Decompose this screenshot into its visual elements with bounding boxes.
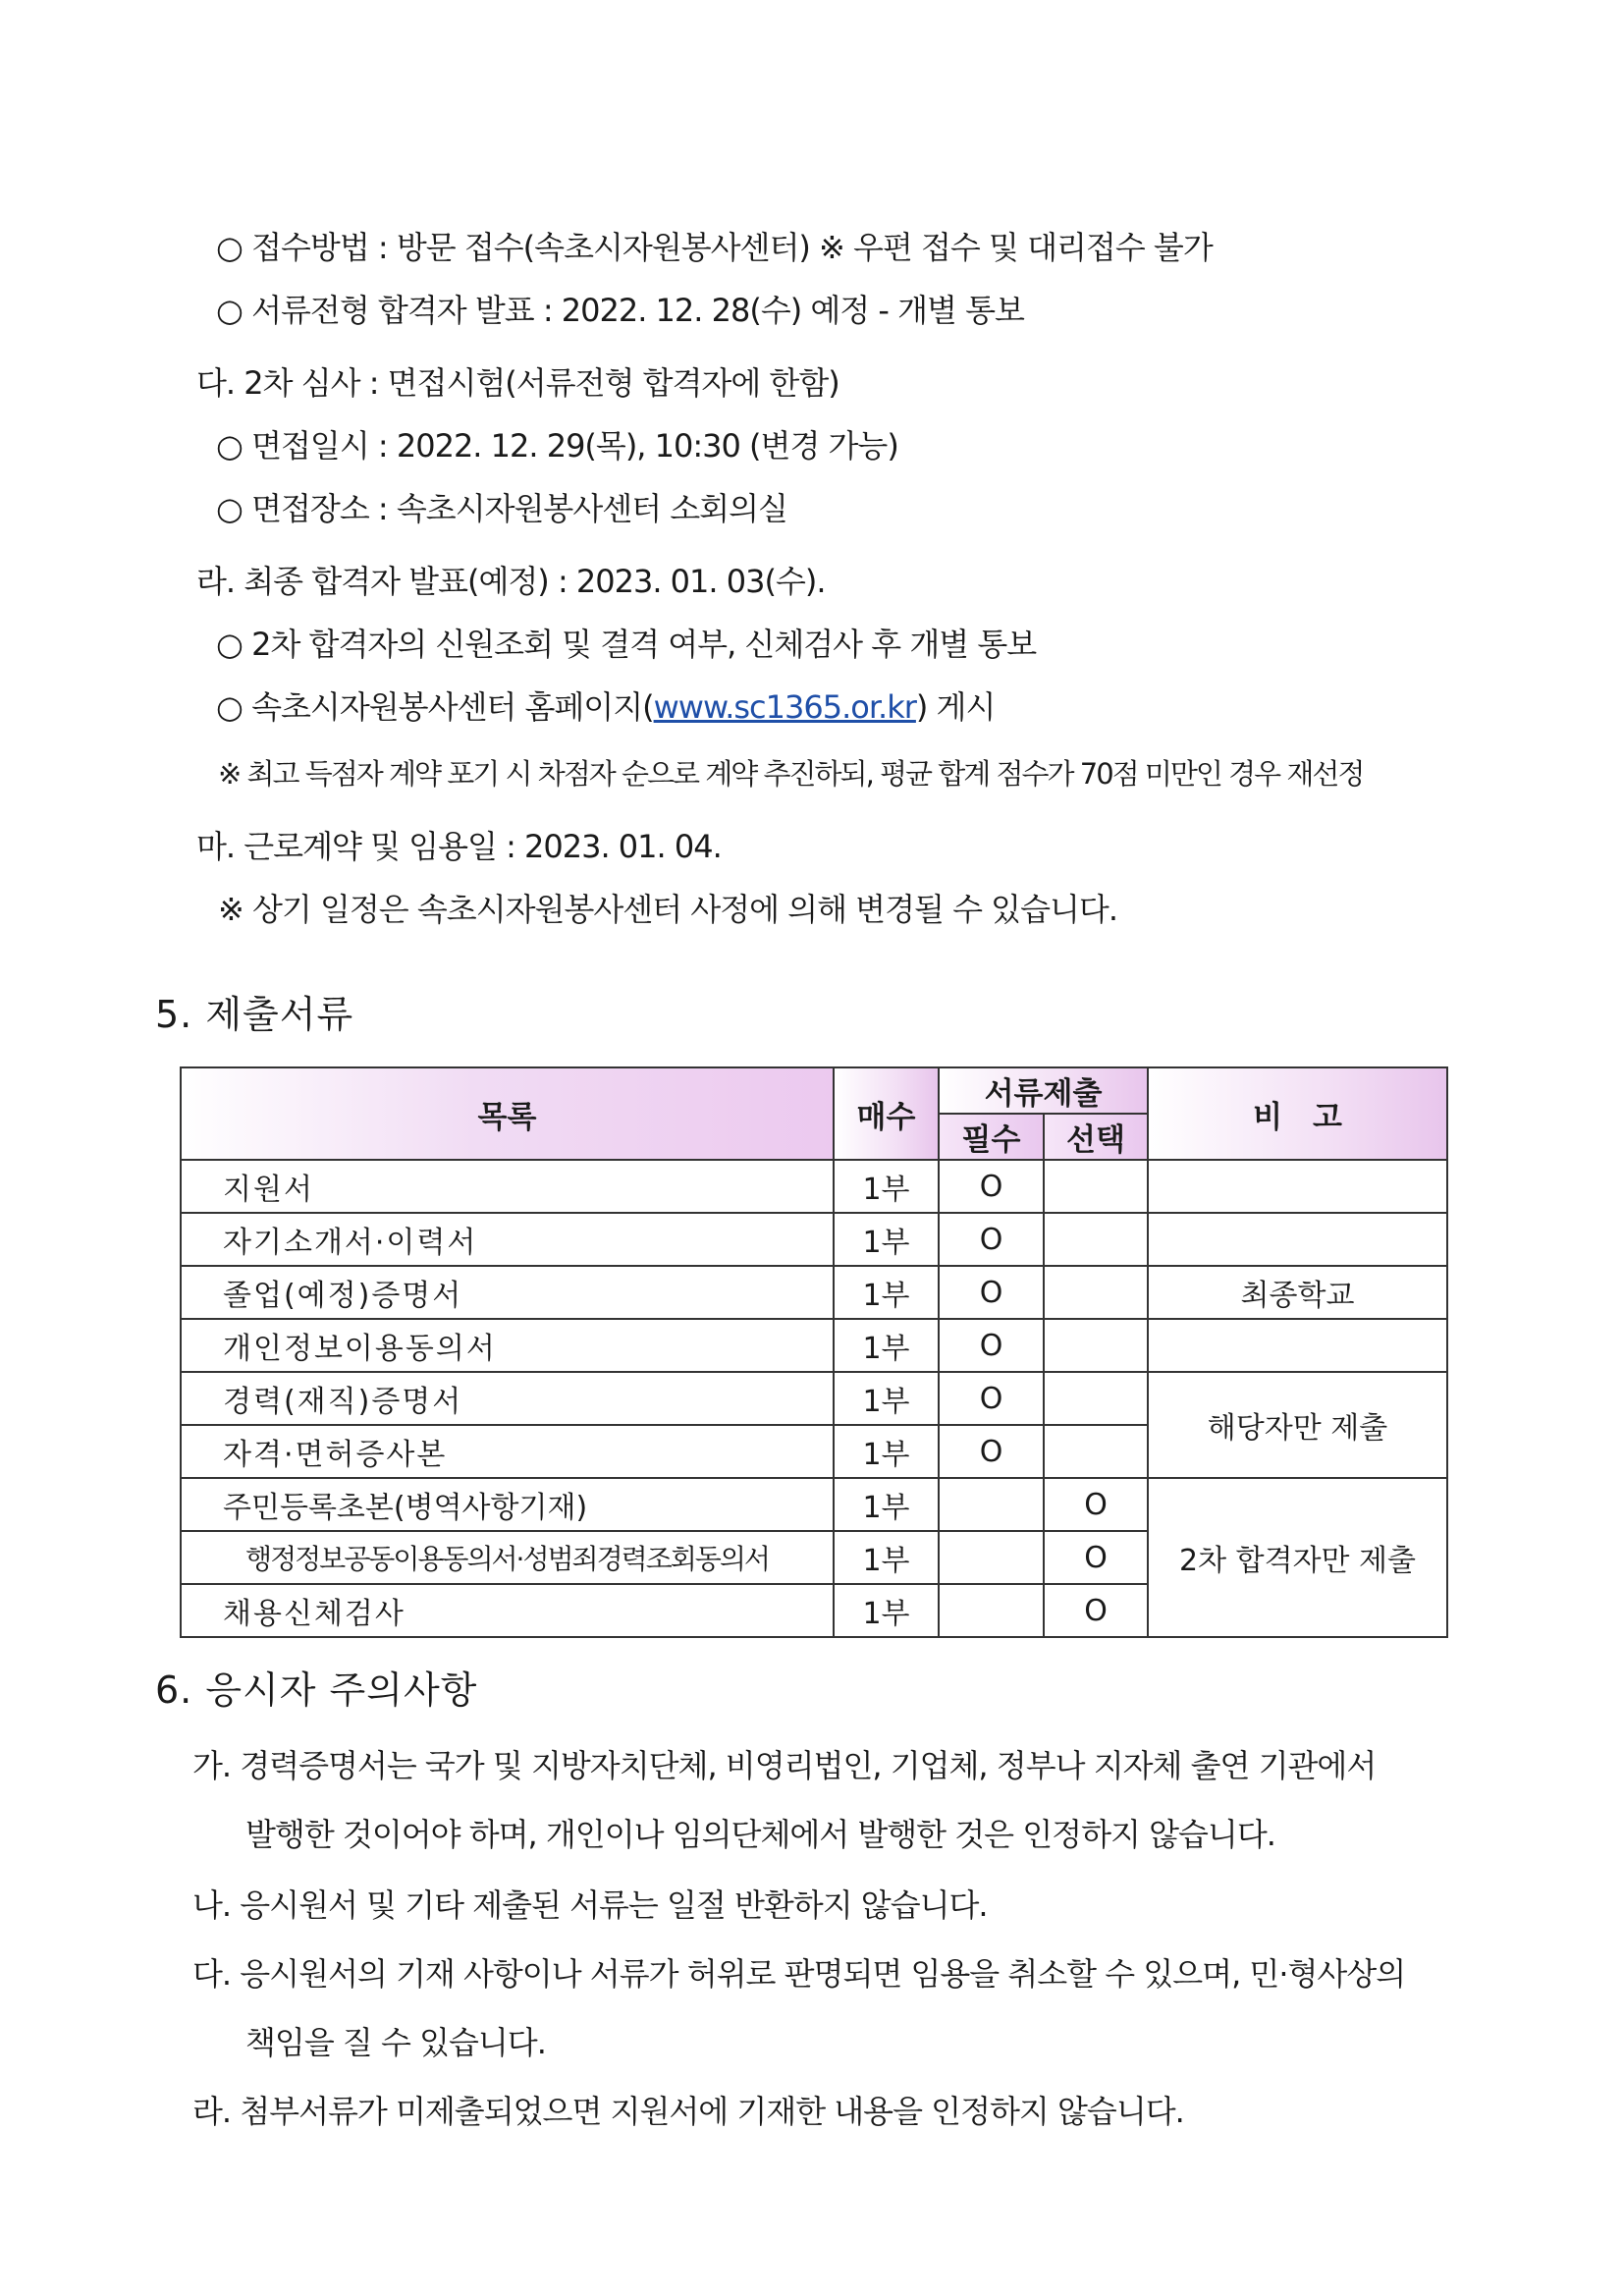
remarks-second-pass-only: 2차 합격자만 제출	[1148, 1478, 1447, 1637]
doc-optional	[1044, 1425, 1148, 1478]
doc-optional	[1044, 1372, 1148, 1425]
doc-remarks-empty	[1148, 1160, 1447, 1213]
doc-count: 1부	[834, 1584, 939, 1637]
header-submission: 서류제출	[939, 1067, 1148, 1114]
doc-pass-announce: ○ 서류전형 합격자 발표 : 2022. 12. 28(수) 예정 - 개별 통보	[216, 292, 1024, 329]
notice-item: 다. 응시원서의 기재 사항이나 서류가 허위로 판명되면 임용을 취소할 수 있으며, 민·형사상의	[192, 1955, 1406, 1993]
remarks-final-school: 최종학교	[1148, 1266, 1447, 1319]
table-row	[181, 1372, 1447, 1425]
doc-count: 1부	[834, 1425, 939, 1478]
doc-optional	[1044, 1213, 1148, 1266]
doc-optional: O	[1044, 1584, 1148, 1637]
interview-place: ○ 면접장소 : 속초시자원봉사센터 소회의실	[216, 490, 787, 527]
doc-remarks-empty	[1148, 1213, 1447, 1266]
notice-item-continued: 책임을 질 수 있습니다.	[245, 2024, 546, 2061]
interview-date: ○ 면접일시 : 2022. 12. 29(목), 10:30 (변경 가능)	[216, 427, 898, 465]
doc-name: 채용신체검사	[181, 1584, 834, 1637]
table-row	[181, 1266, 1447, 1319]
doc-count: 1부	[834, 1266, 939, 1319]
notice-item-continued: 발행한 것이어야 하며, 개인이나 임의단체에서 발행한 것은 인정하지 않습니다.	[245, 1816, 1275, 1853]
documents-table	[180, 1066, 1448, 1638]
doc-name: 자격·면허증사본	[181, 1425, 834, 1478]
final-note: ※ 최고 득점자 계약 포기 시 차점자 순으로 계약 추진하되, 평균 합계 점수가 70점 미만인 경우 재선정	[218, 757, 1364, 791]
doc-optional	[1044, 1266, 1148, 1319]
section5-title: 5. 제출서류	[155, 993, 354, 1036]
doc-count: 1부	[834, 1478, 939, 1531]
homepage-link[interactable]: www.sc1365.or.kr	[653, 688, 916, 726]
doc-required	[939, 1478, 1044, 1531]
final-announce: 라. 최종 합격자 발표(예정) : 2023. 01. 03(수).	[196, 563, 826, 600]
doc-required: O	[939, 1213, 1044, 1266]
doc-name: 개인정보이용동의서	[181, 1319, 834, 1372]
doc-name: 자기소개서·이력서	[181, 1213, 834, 1266]
doc-count: 1부	[834, 1319, 939, 1372]
header-remarks: 비 고	[1148, 1067, 1447, 1160]
doc-required: O	[939, 1372, 1044, 1425]
doc-count: 1부	[834, 1213, 939, 1266]
table-row	[181, 1160, 1447, 1213]
contract-date: 마. 근로계약 및 임용일 : 2023. 01. 04.	[196, 828, 722, 865]
header-count: 매수	[834, 1067, 939, 1160]
section6-title: 6. 응시자 주의사항	[155, 1668, 478, 1712]
doc-name: 졸업(예정)증명서	[181, 1266, 834, 1319]
doc-count: 1부	[834, 1372, 939, 1425]
doc-count: 1부	[834, 1531, 939, 1584]
doc-required: O	[939, 1319, 1044, 1372]
doc-required	[939, 1531, 1044, 1584]
doc-remarks-empty	[1148, 1319, 1447, 1372]
final-notice-2	[216, 687, 995, 727]
doc-name: 경력(재직)증명서	[181, 1372, 834, 1425]
header-optional: 선택	[1044, 1114, 1148, 1160]
doc-optional	[1044, 1160, 1148, 1213]
doc-name: 행정정보공동이용동의서·성범죄경력조회동의서	[181, 1531, 834, 1584]
doc-optional: O	[1044, 1531, 1148, 1584]
doc-required: O	[939, 1425, 1044, 1478]
doc-name: 지원서	[181, 1160, 834, 1213]
doc-required: O	[939, 1160, 1044, 1213]
doc-required	[939, 1584, 1044, 1637]
doc-name: 주민등록초본(병역사항기재)	[181, 1478, 834, 1531]
header-list: 목록	[181, 1067, 834, 1160]
doc-count: 1부	[834, 1160, 939, 1213]
schedule-note: ※ 상기 일정은 속초시자원봉사센터 사정에 의해 변경될 수 있습니다.	[218, 891, 1117, 928]
table-row	[181, 1319, 1447, 1372]
reception-method: ○ 접수방법 : 방문 접수(속초시자원봉사센터) ※ 우편 접수 및 대리접수 불가	[216, 229, 1213, 266]
second-review: 다. 2차 심사 : 면접시험(서류전형 합격자에 한함)	[196, 364, 839, 402]
table-row	[181, 1478, 1447, 1531]
doc-required: O	[939, 1266, 1044, 1319]
doc-optional	[1044, 1319, 1148, 1372]
notice-item: 가. 경력증명서는 국가 및 지방자치단체, 비영리법인, 기업체, 정부나 지자체 출연 기관에서	[192, 1747, 1377, 1784]
final-notice-2-suffix: ) 게시	[915, 688, 996, 726]
final-notice-2-prefix: ○ 속초시자원봉사센터 홈페이지(	[216, 688, 654, 726]
final-notice-1: ○ 2차 합격자의 신원조회 및 결격 여부, 신체검사 후 개별 통보	[216, 626, 1037, 663]
notice-item: 라. 첨부서류가 미제출되었으면 지원서에 기재한 내용을 인정하지 않습니다.	[192, 2093, 1184, 2130]
header-required: 필수	[939, 1114, 1044, 1160]
table-row	[181, 1213, 1447, 1266]
notice-item: 나. 응시원서 및 기타 제출된 서류는 일절 반환하지 않습니다.	[192, 1886, 988, 1924]
remarks-applicable-only: 해당자만 제출	[1148, 1372, 1447, 1478]
doc-optional: O	[1044, 1478, 1148, 1531]
